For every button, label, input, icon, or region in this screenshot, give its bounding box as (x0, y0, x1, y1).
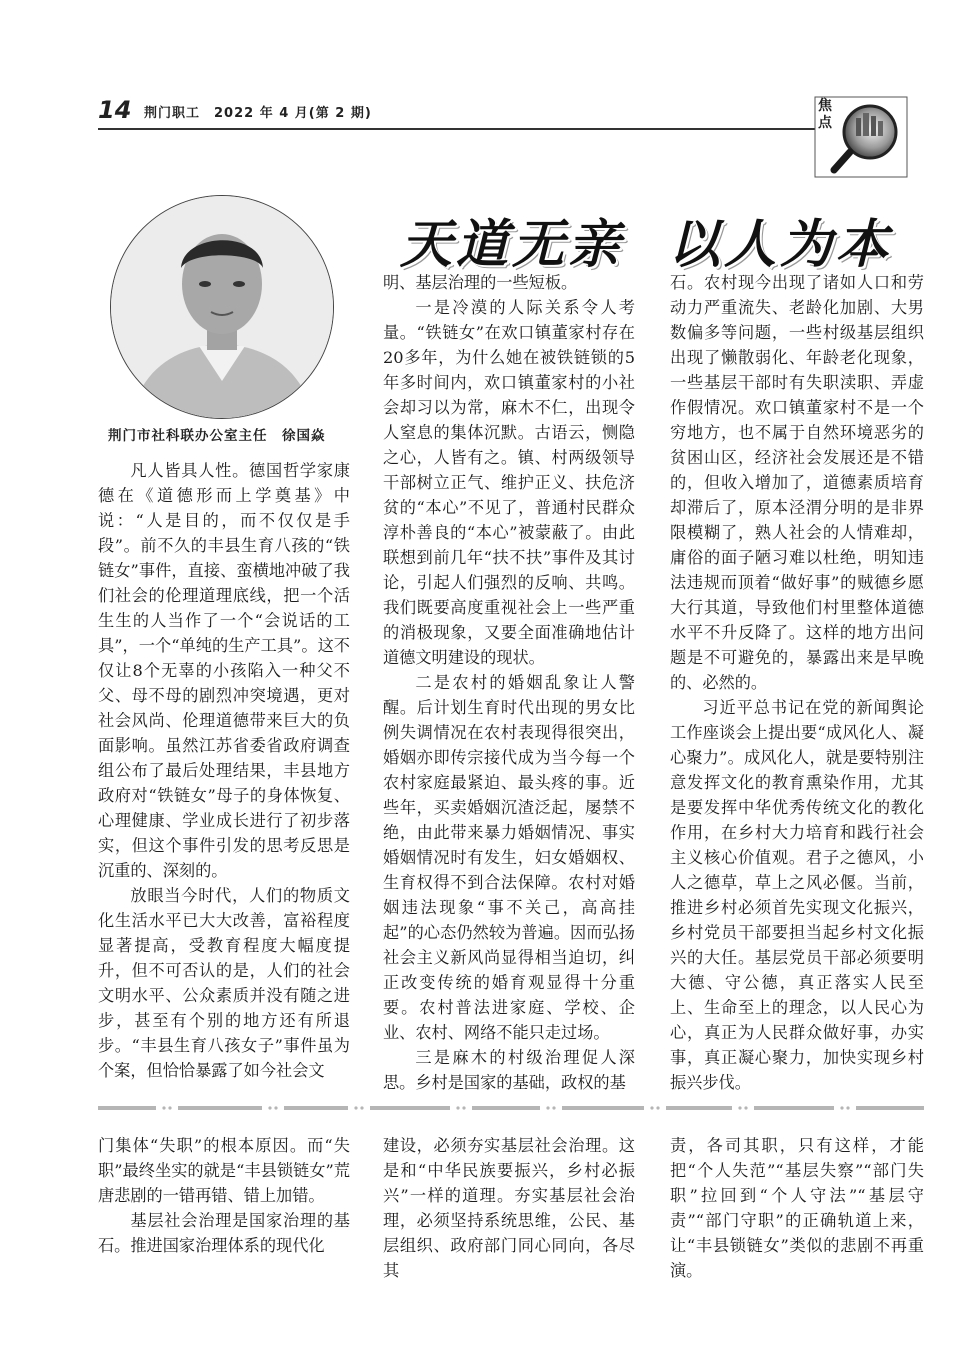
author-photo (110, 195, 334, 419)
author-caption: 荆门市社科联办公室主任 徐国焱 (108, 428, 326, 444)
article-column-3 (670, 270, 924, 1095)
bottom-column-3 (670, 1133, 924, 1283)
paragraph: 明、基层治理的一些短板。 (383, 273, 578, 292)
paragraph: 建设，必须夯实基层社会治理。这是和“中华民族要振兴，乡村必振兴”一样的道理。夯实基层社会治理，必须坚持系统思维，公民、基层组织、政府部门同心同向，各尽其 (383, 1136, 635, 1280)
page-number: 14 (98, 96, 132, 124)
page-header (98, 96, 818, 124)
paragraph: 三是麻木的村级治理促人深思。乡村是国家的基础，政权的基 (383, 1048, 635, 1092)
paragraph: 一是冷漠的人际关系令人考量。“铁链女”在欢口镇董家村存在20多年，为什么她在被铁链锁的5年多时间内，欢口镇董家村的小社会却习以为常，麻木不仁，出现令人窒息的集体沉默。古语云，恻隐之心，人皆有之。镇、村两级领导干部树立正气、维护正义、扶危济贫的“本心”不见了，普通村民群众淳朴善良的“本心”被蒙蔽了。由此联想到前几年“扶不扶”事件及其讨论，引起人们强烈的反响、共鸣。我们既要高度重视社会上一些严重的消极现象，又要全面准确地估计道德文明建设的现状。 (383, 298, 635, 667)
paragraph: 门集体“失职”的根本原因。而“失职”最终坐实的就是“丰县锁链女”荒唐悲剧的一错再错、错上加错。 (98, 1136, 350, 1205)
bottom-column-2 (383, 1133, 635, 1283)
paragraph: 二是农村的婚姻乱象让人警醒。后计划生育时代出现的男女比例失调情况在农村表现得很突出，婚姻亦即传宗接代成为当今每一个农村家庭最紧迫、最头疼的事。近些年，买卖婚姻沉渣泛起，屡禁不绝，由此带来暴力婚姻情况、事实婚姻情况时有发生，妇女婚姻权、生育权得不到合法保障。农村对婚姻违法现象“事不关己，高高挂起”的心态仍然较为普遍。因而弘扬社会主义新风尚显得相当迫切，纠正改变传统的婚育观显得十分重要。农村普法进家庭、学校、企业、农村、网络不能只走过场。 (383, 673, 635, 1042)
paragraph: 石。农村现今出现了诸如人口和劳动力严重流失、老龄化加剧、大男数偏多等问题，一些村级基层组织出现了懒散弱化、年龄老化现象，一些基层干部时有失职渎职、弄虚作假情况。欢口镇董家村不是一个穷地方，也不属于自然环境恶劣的贫困山区，经济社会发展还是不错的，但收入增加了，道德素质培育却滞后了，原本泾渭分明的是非界限模糊了，熟人社会的人情难却，庸俗的面子陋习难以杜绝，明知违法违规而顶着“做好事”的贼德乡愿大行其道，导致他们村里整体道德水平不升反降了。这样的地方出问题是不可避免的，暴露出来是早晚的、必然的。 (670, 273, 924, 692)
article-title (400, 202, 920, 275)
magazine-issue: 荆门职工 2022 年 4 月(第 2 期) (144, 106, 372, 121)
paragraph: 习近平总书记在党的新闻舆论工作座谈会上提出要“成风化人、凝心聚力”。成风化人，就是要特别注意发挥文化的教育熏染作用，尤其是要发挥中华优秀传统文化的教化作用，在乡村大力培育和践行社会主义核心价值观。君子之德风，小人之德草，草上之风必偃。当前，推进乡村必须首先实现文化振兴，乡村党员干部要担当起乡村文化振兴的大任。基层党员干部必须要明大德、守公德，真正落实人民至上、生命至上的理念，以人民心为心，真正为人民群众做好事，办实事，真正凝心聚力，加快实现乡村振兴步伐。 (670, 698, 924, 1092)
article-column-1 (98, 458, 350, 1083)
article-column-2 (383, 270, 635, 1095)
paragraph: 基层社会治理是国家治理的基石。推进国家治理体系的现代化 (98, 1211, 350, 1255)
paragraph: 凡人皆具人性。德国哲学家康德在《道德形而上学奠基》中说：“人是目的，而不仅仅是手段”。前不久的丰县生育八孩的“铁链女”事件，直接、蛮横地冲破了我们社会的伦理道理底线，把一个活生生的人当作了一个“会说话的工具”，一个“单纯的生产工具”。这不仅让8个无辜的小孩陷入一种父不父、母不母的剧烈冲突境遇，更对社会风尚、伦理道德带来巨大的负面影响。虽然江苏省委省政府调查组公布了最后处理结果，丰县地方政府对“铁链女”母子的身体恢复、心理健康、学业成长进行了初步落实，但这个事件引发的思考反思是沉重的、深刻的。 (98, 461, 350, 880)
paragraph: 放眼当今时代，人们的物质文化生活水平已大大改善，富裕程度显著提高，受教育程度大幅度提升，但不可否认的是，人们的社会文明水平、公众素质并没有随之进步，甚至有个别的地方还有所退步。“丰县生育八孩女子”事件虽为个案，但恰恰暴露了如今社会文 (98, 886, 350, 1080)
bottom-column-1 (98, 1133, 350, 1258)
title-left: 天道无亲 (400, 214, 625, 275)
person-portrait-icon (111, 196, 333, 418)
header-rule (98, 128, 816, 130)
section-label: 焦点 (818, 98, 832, 131)
title-right: 以人为本 (668, 214, 893, 275)
paragraph: 责，各司其职，只有这样，才能把“个人失范”“基层失察”“部门失职”拉回到“个人守法”“基层守责”“部门守职”的正确轨道上来，让“丰县锁链女”类似的悲剧不再重演。 (670, 1136, 924, 1280)
section-badge (814, 96, 908, 178)
dotted-divider (98, 1102, 924, 1114)
